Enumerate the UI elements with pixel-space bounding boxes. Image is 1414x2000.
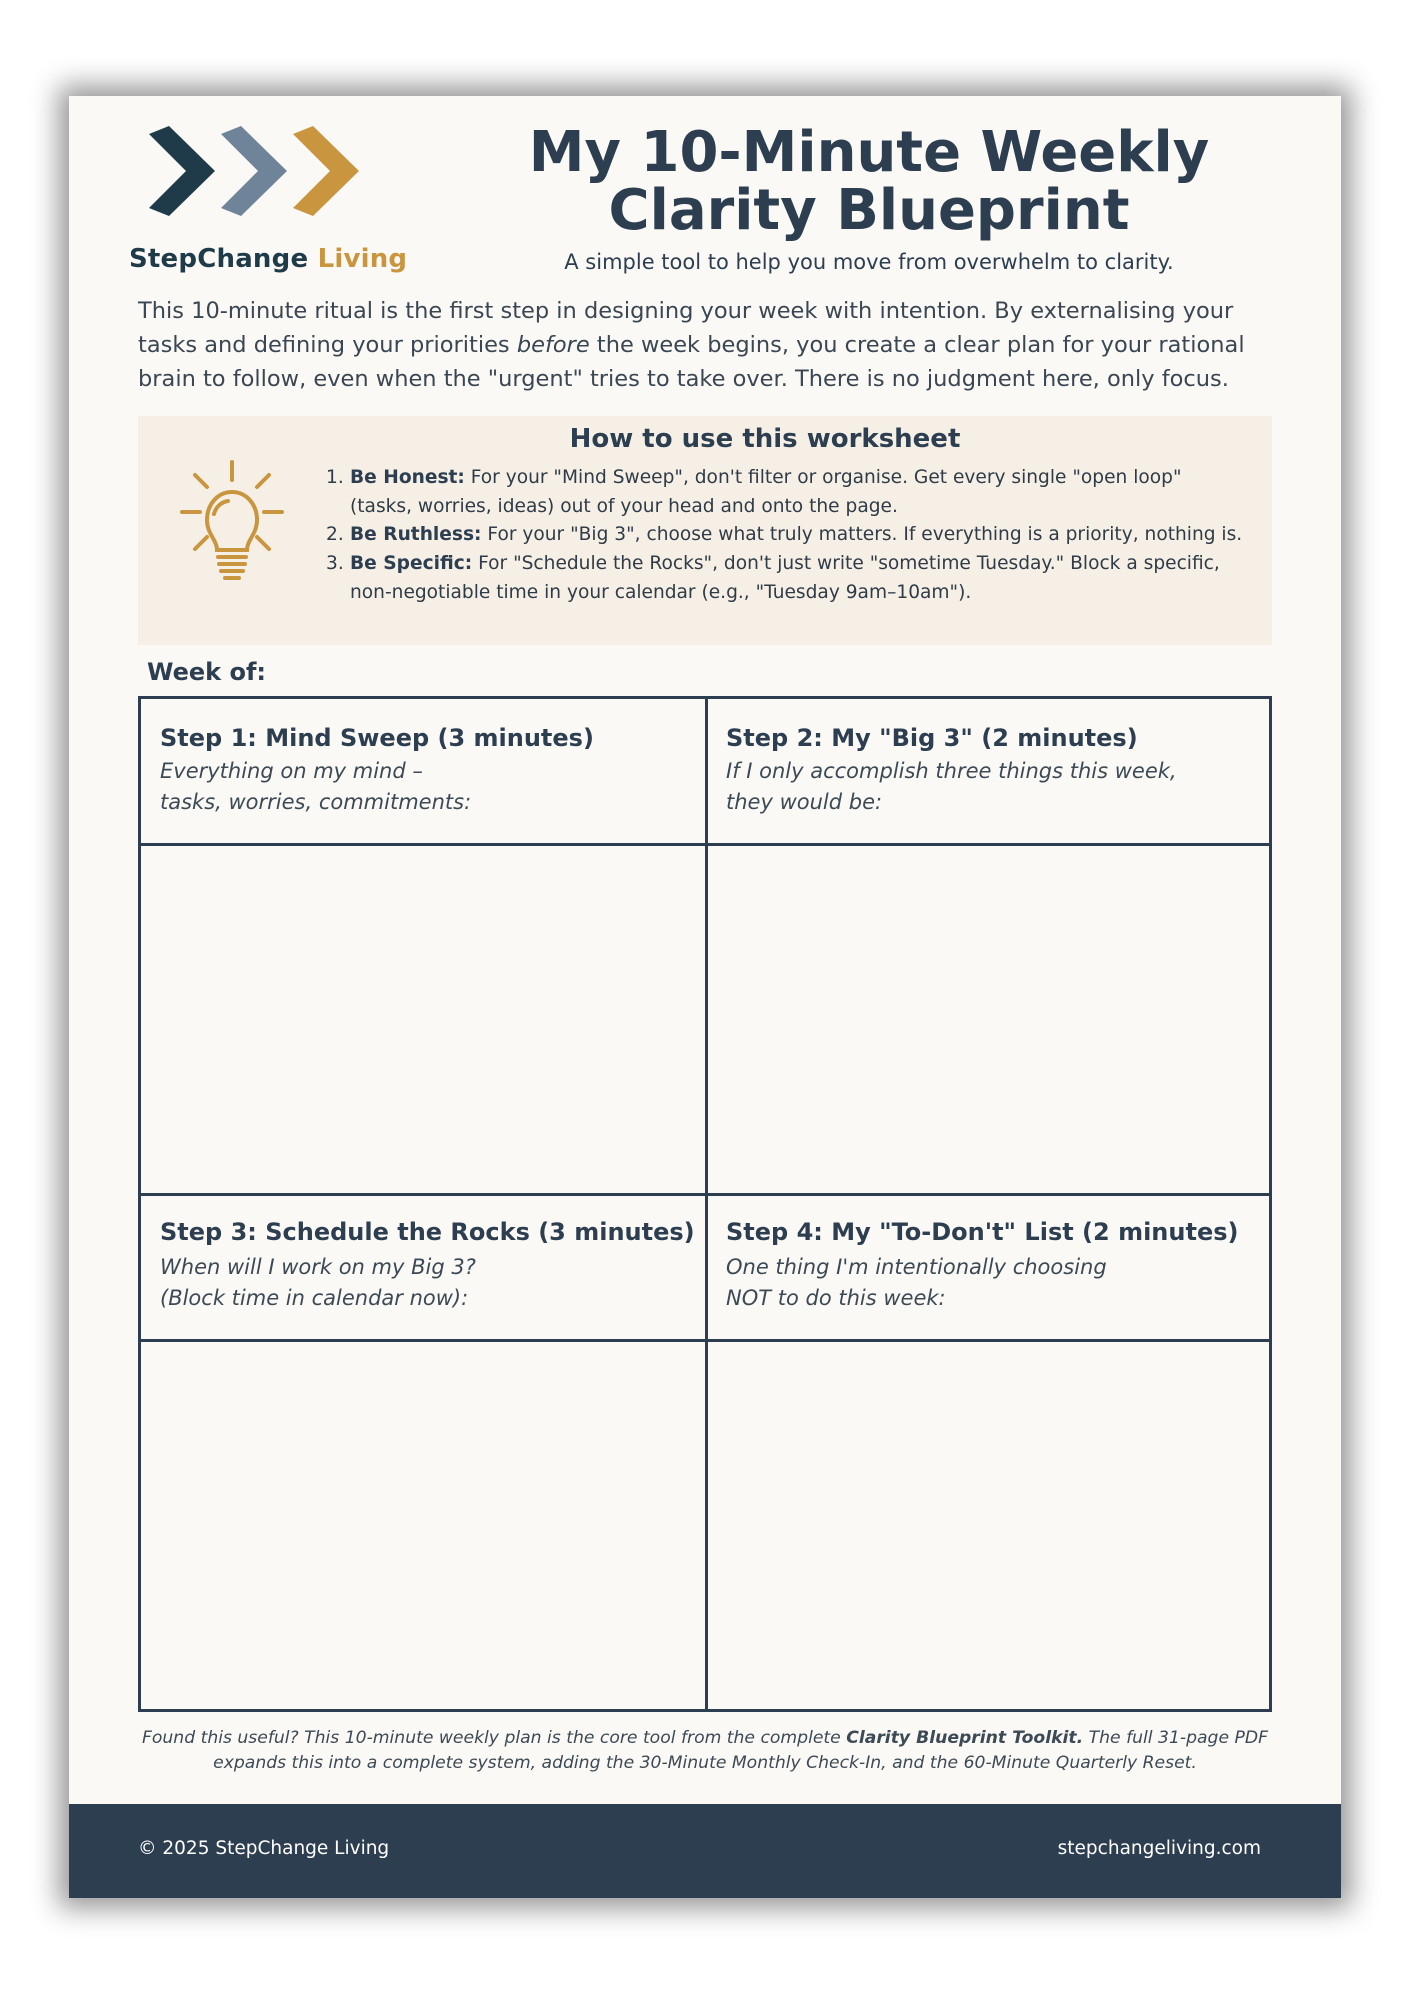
instruction-item xyxy=(326,464,1246,521)
title-line-1: My 10-Minute Weekly xyxy=(528,120,1210,185)
title-line-2: Clarity Blueprint xyxy=(608,178,1130,243)
page-title xyxy=(459,120,1279,243)
step-3-write-area[interactable] xyxy=(144,1342,705,1709)
promo-part2: The full 31-page PDF expands this into a complete system, adding the 30-Minute Monthly Check-In, and the 60-Minute Quarterly Reset. xyxy=(213,1728,1268,1773)
step-1-write-area[interactable] xyxy=(144,846,705,1193)
instruction-text: For "Schedule the Rocks", don't just write "sometime Tuesday." Block a specific, non-negotiable time in your calendar (e.g., "Tuesday 9am–10am"). xyxy=(350,553,1220,603)
footer-copyright: © 2025 StepChange Living xyxy=(138,1838,390,1859)
lightbulb-icon xyxy=(162,452,302,602)
promo-toolkit-name: Clarity Blueprint Toolkit. xyxy=(846,1728,1084,1748)
toolkit-promo xyxy=(129,1726,1281,1776)
step-4-title: Step 4: My "To-Don't" List (2 minutes) xyxy=(726,1218,1239,1246)
brand-logo xyxy=(129,126,419,276)
worksheet-page xyxy=(69,96,1341,1898)
instruction-label: Be Honest: xyxy=(350,467,465,488)
intro-paragraph xyxy=(138,294,1278,396)
footer xyxy=(69,1804,1341,1898)
instruction-number: 1. xyxy=(326,467,344,488)
intro-part2: the week begins, you create a clear plan for your rational brain to follow, even when the "urgent" tries to take over. There is no judgment here, only focus. xyxy=(138,332,1245,392)
how-to-title: How to use this worksheet xyxy=(569,424,961,454)
step-4-write-area[interactable] xyxy=(708,1342,1269,1709)
step-3-subtitle: When will I work on my Big 3? (Block time in calendar now): xyxy=(160,1255,476,1310)
promo-part1: Found this useful? This 10-minute weekly plan is the core tool from the complete xyxy=(142,1728,847,1748)
step-2-write-area[interactable] xyxy=(708,846,1269,1193)
step-4-header xyxy=(726,1218,1266,1314)
instruction-text: For your "Big 3", choose what truly matters. If everything is a priority, nothing is. xyxy=(481,524,1243,546)
step-1-header xyxy=(160,724,700,818)
intro-part1: This 10-minute ritual is the first step in designing your week with intention. By externalising your tasks and defining your priorities xyxy=(138,298,1234,358)
instruction-item xyxy=(326,550,1246,607)
chevrons-logo-icon xyxy=(149,126,389,236)
step-2-subtitle: If I only accomplish three things this week, they would be: xyxy=(726,759,1177,814)
brand-name-part2: Living xyxy=(317,244,408,274)
instruction-label: Be Specific: xyxy=(350,553,473,575)
instructions-list xyxy=(326,464,1246,608)
week-of-label: Week of: xyxy=(147,658,267,686)
how-to-panel xyxy=(138,416,1272,645)
step-2-header xyxy=(726,724,1266,818)
step-1-title: Step 1: Mind Sweep (3 minutes) xyxy=(160,724,594,752)
step-1-subtitle: Everything on my mind – tasks, worries, commitments: xyxy=(160,759,472,814)
intro-emphasis: before xyxy=(516,332,590,358)
step-2-title: Step 2: My "Big 3" (2 minutes) xyxy=(726,724,1138,752)
instruction-label: Be Ruthless: xyxy=(350,524,482,546)
instruction-text: For your "Mind Sweep", don't filter or organise. Get every single "open loop" (tasks, worries, ideas) out of your head and onto the page. xyxy=(350,467,1182,517)
instruction-item xyxy=(326,521,1246,550)
instruction-number: 2. xyxy=(326,524,344,546)
brand-name-part1: StepChange xyxy=(129,244,309,274)
step-3-title: Step 3: Schedule the Rocks (3 minutes) xyxy=(160,1218,695,1246)
page-subtitle: A simple tool to help you move from overwhelm to clarity. xyxy=(564,250,1174,274)
instruction-number: 3. xyxy=(326,553,344,575)
brand-name xyxy=(129,244,407,274)
footer-website-link[interactable]: stepchangeliving.com xyxy=(1057,1838,1261,1859)
steps-grid xyxy=(138,696,1272,1712)
grid-divider-middle xyxy=(141,1193,1269,1196)
step-3-header xyxy=(160,1218,700,1314)
step-4-subtitle: One thing I'm intentionally choosing NOT to do this week: xyxy=(726,1255,1107,1310)
